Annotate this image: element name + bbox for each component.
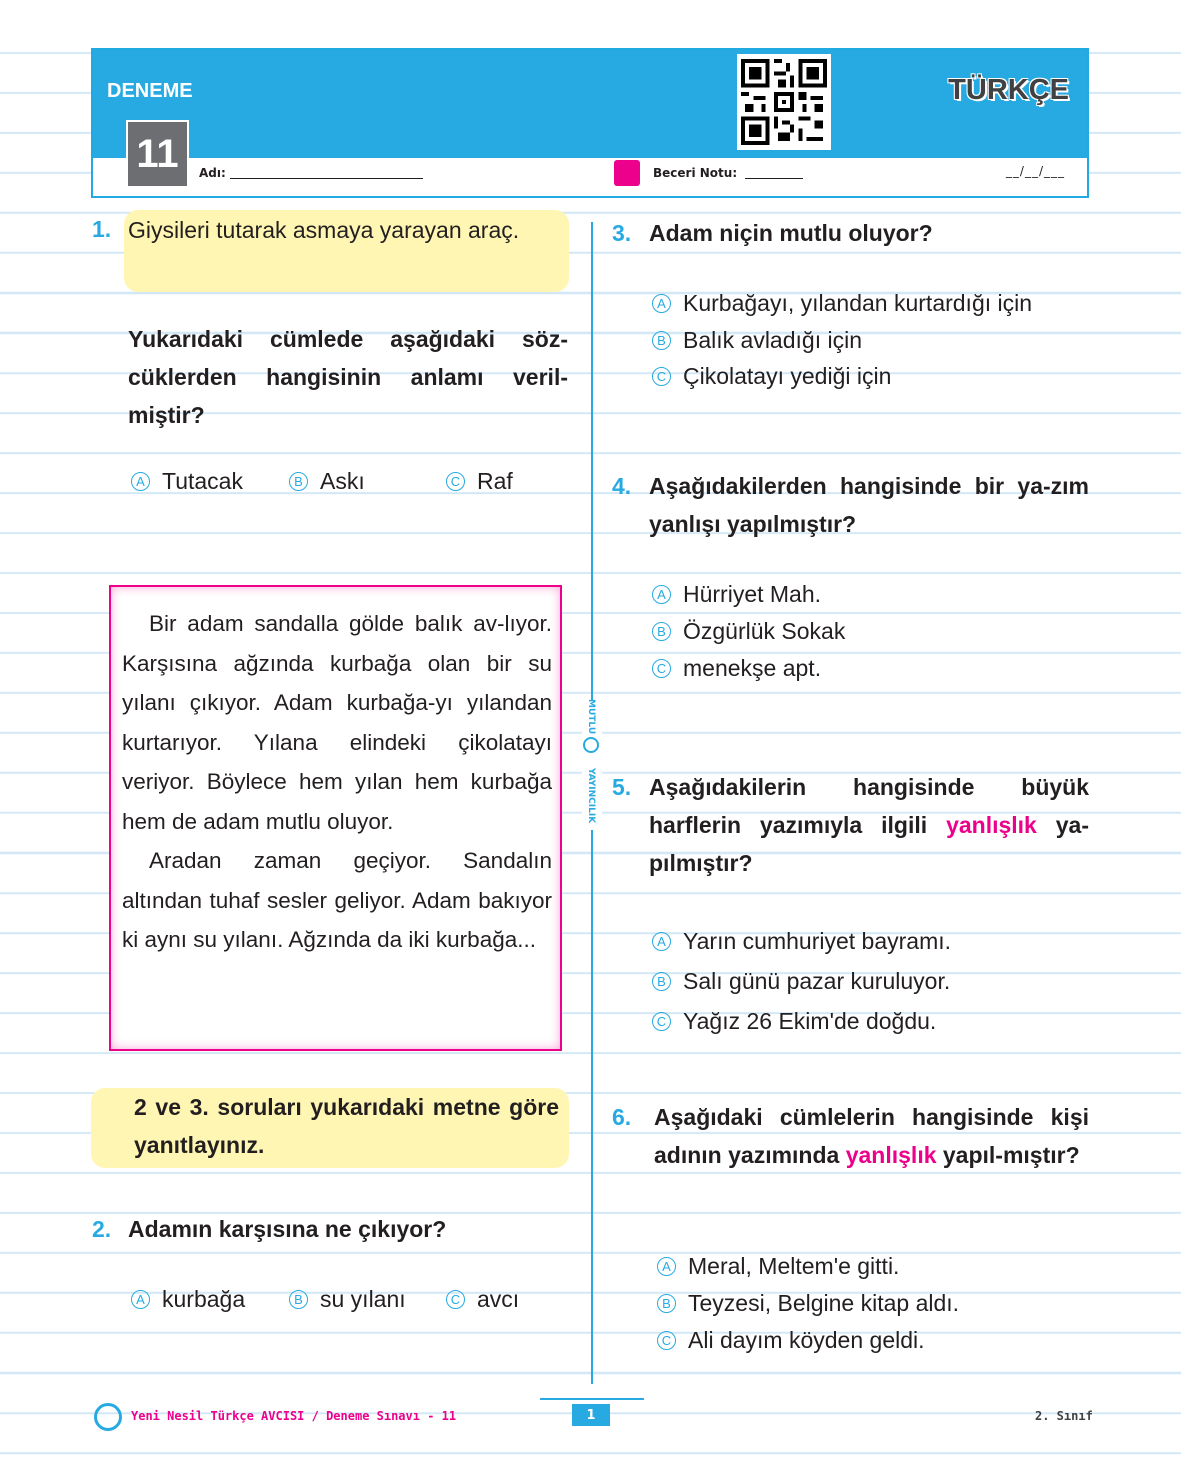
option-letter-icon: B bbox=[289, 1290, 308, 1309]
q3-option-b[interactable]: B Balık avladığı için bbox=[652, 327, 862, 354]
q4-question: Aşağıdakilerden hangisinde bir ya-zım yanlışı yapılmıştır? bbox=[649, 473, 1089, 537]
q5-option-b[interactable]: B Salı günü pazar kuruluyor. bbox=[652, 968, 950, 995]
q6-option-c[interactable]: C Ali dayım köyden geldi. bbox=[657, 1327, 925, 1354]
name-line[interactable] bbox=[230, 178, 423, 179]
name-label: Adı: bbox=[199, 166, 226, 180]
qr-code-icon bbox=[737, 54, 831, 150]
exam-label: DENEME bbox=[107, 80, 193, 102]
skill-note-label: Beceri Notu: bbox=[653, 166, 738, 180]
option-letter-icon: A bbox=[657, 1257, 676, 1276]
q1-definition: Giysileri tutarak asmaya yarayan araç. bbox=[128, 217, 520, 243]
option-letter-icon: A bbox=[652, 932, 671, 951]
q5-highlight: yanlışlık bbox=[946, 812, 1037, 838]
q1-option-b[interactable]: B Askı bbox=[289, 468, 365, 495]
q5-option-a[interactable]: A Yarın cumhuriyet bayramı. bbox=[652, 928, 951, 955]
exam-number: 11 bbox=[126, 120, 189, 188]
option-letter-icon: B bbox=[657, 1294, 676, 1313]
option-letter-icon: C bbox=[652, 659, 671, 678]
option-letter-icon: B bbox=[289, 472, 308, 491]
option-letter-icon: B bbox=[652, 331, 671, 350]
date-field[interactable]: __/__/___ bbox=[1005, 164, 1065, 178]
q2-option-a[interactable]: A kurbağa bbox=[131, 1286, 245, 1313]
option-letter-icon: C bbox=[652, 367, 671, 386]
question-number: 6. bbox=[612, 1104, 632, 1130]
q4-option-c[interactable]: C menekşe apt. bbox=[652, 655, 821, 682]
passage-paragraph-1: Bir adam sandalla gölde balık av-lıyor. Karşısına ağzında kurbağa olan bir su yılanı çıkıyor. Adam kurbağa-yı yılandan kurtarıyor. Yılana elindeki çikolatayı veriyor. Böylece hem yılan hem kurbağa hem de adam mutlu oluyor. bbox=[122, 611, 552, 834]
option-letter-icon: C bbox=[652, 1012, 671, 1031]
option-letter-icon: B bbox=[652, 622, 671, 641]
q1-option-c[interactable]: C Raf bbox=[446, 468, 513, 495]
exam-header bbox=[91, 48, 1089, 198]
side-brand-top: MUTLU bbox=[586, 699, 596, 735]
option-letter-icon: A bbox=[652, 294, 671, 313]
subject-title: TÜRKÇE bbox=[948, 74, 1069, 106]
q5-question: Aşağıdakilerin hangisinde büyük harflerin yazımıyla ilgili yanlışlık ya-pılmıştır? bbox=[649, 774, 1090, 876]
side-brand-bottom: YAYINCILIK bbox=[586, 768, 596, 824]
grade-label: 2. Sınıf bbox=[1035, 1409, 1093, 1423]
q1-option-a[interactable]: A Tutacak bbox=[131, 468, 243, 495]
footer-title: Yeni Nesil Türkçe AVCISI / Deneme Sınavı - 11 bbox=[131, 1409, 457, 1423]
q2-option-b[interactable]: B su yılanı bbox=[289, 1286, 406, 1313]
q6-option-a[interactable]: A Meral, Meltem'e gitti. bbox=[657, 1253, 899, 1280]
q6-highlight: yanlışlık bbox=[845, 1142, 937, 1168]
option-letter-icon: C bbox=[657, 1331, 676, 1350]
brand-logo-icon bbox=[94, 1403, 122, 1431]
question-number: 3. bbox=[612, 220, 632, 246]
q3-option-a[interactable]: A Kurbağayı, yılandan kurtardığı için bbox=[652, 290, 1032, 317]
option-letter-icon: B bbox=[652, 972, 671, 991]
question-number: 2. bbox=[92, 1216, 112, 1242]
q3-option-c[interactable]: C Çikolatayı yediği için bbox=[652, 363, 891, 390]
option-letter-icon: A bbox=[131, 1290, 150, 1309]
brand-logo-icon bbox=[583, 737, 599, 753]
q2-option-c[interactable]: C avcı bbox=[446, 1286, 519, 1313]
footer-divider bbox=[540, 1398, 644, 1400]
q5-option-c[interactable]: C Yağız 26 Ekim'de doğdu. bbox=[652, 1008, 936, 1035]
option-letter-icon: A bbox=[652, 585, 671, 604]
skill-note-icon bbox=[614, 160, 640, 186]
reading-passage bbox=[109, 585, 562, 1051]
q2-question: Adamın karşısına ne çıkıyor? bbox=[128, 1216, 447, 1242]
page-number: 1 bbox=[572, 1404, 610, 1426]
passage-paragraph-2: Aradan zaman geçiyor. Sandalın altından tuhaf sesler geliyor. Adam bakıyor ki aynı su yılanı. Ağzında da iki kurbağa... bbox=[122, 848, 552, 952]
option-letter-icon: C bbox=[446, 1290, 465, 1309]
q6-option-b[interactable]: B Teyzesi, Belgine kitap aldı. bbox=[657, 1290, 959, 1317]
question-number: 1. bbox=[92, 216, 112, 242]
option-letter-icon: C bbox=[446, 472, 465, 491]
skill-note-line[interactable] bbox=[745, 178, 803, 179]
header-band bbox=[93, 50, 1087, 158]
q4-option-b[interactable]: B Özgürlük Sokak bbox=[652, 618, 845, 645]
option-letter-icon: A bbox=[131, 472, 150, 491]
question-number: 4. bbox=[612, 473, 632, 499]
question-number: 5. bbox=[612, 774, 632, 800]
q1-question: Yukarıdaki cümlede aşağıdaki söz-cüklerden hangisinin anlamı veril-miştir? bbox=[128, 326, 568, 428]
q3-question: Adam niçin mutlu oluyor? bbox=[649, 220, 933, 246]
q4-option-a[interactable]: A Hürriyet Mah. bbox=[652, 581, 821, 608]
instruction-text: 2 ve 3. soruları yukarıdaki metne göre yanıtlayınız. bbox=[134, 1094, 559, 1158]
q6-question: Aşağıdaki cümlelerin hangisinde kişi adının yazımında yanlışlık yapıl-mıştır? bbox=[654, 1104, 1089, 1168]
